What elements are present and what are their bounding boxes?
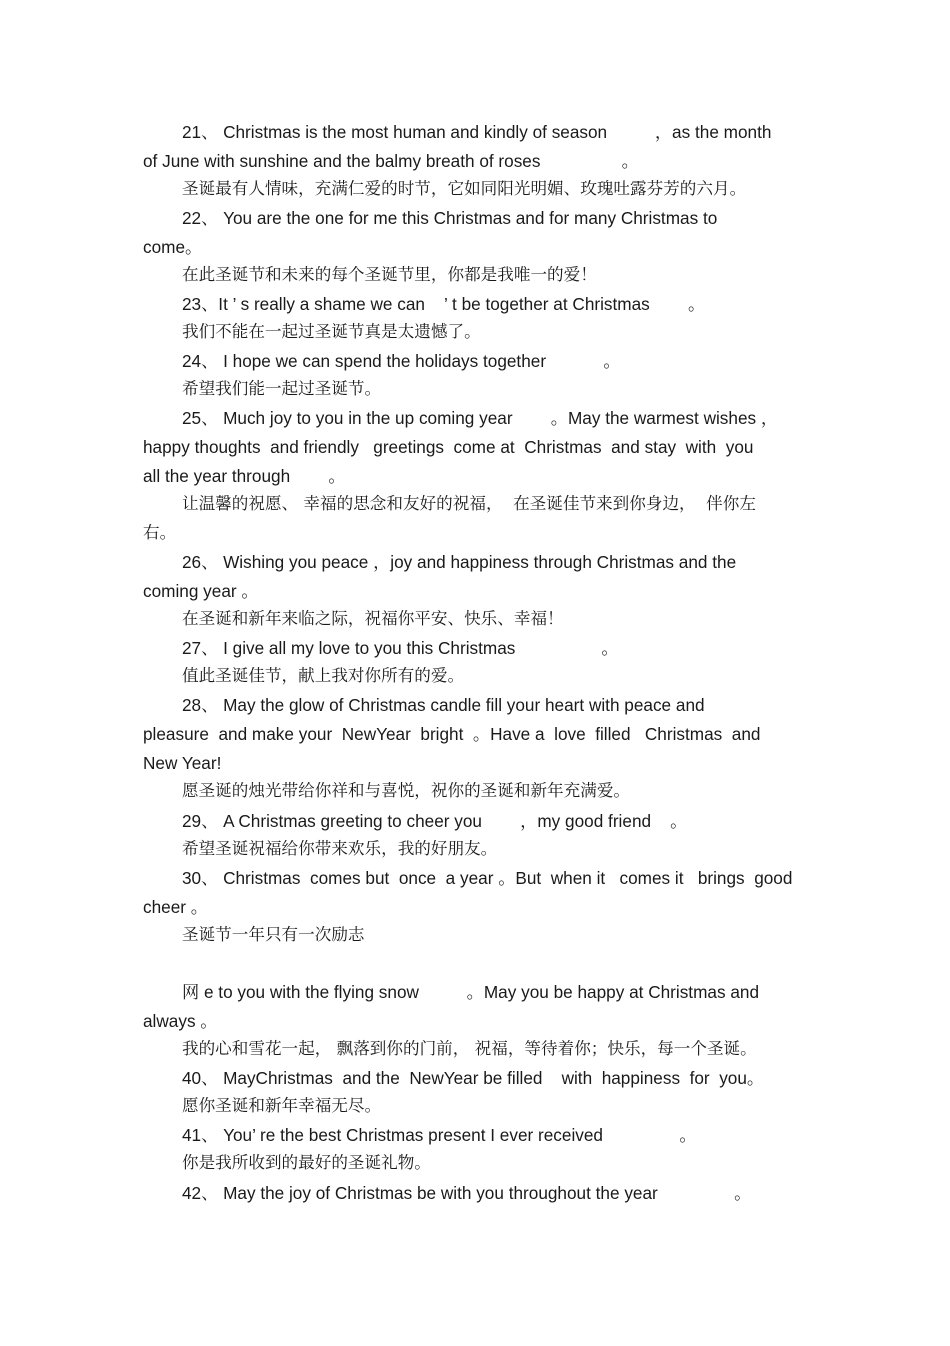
snow-wish-english-line-1: 网 e to you with the flying snow 。May you be happy at Christmas and [182, 982, 760, 1002]
entry-23-english: 23、It ’ s really a shame we can ’ t be together at Christmas 。 [182, 294, 706, 314]
entry-26-english-line-2: coming year 。 [143, 581, 259, 601]
entry-22-english-line-1: 22、 You are the one for me this Christmas and for many Christmas to [182, 208, 718, 228]
entry-26-chinese: 在圣诞和新年来临之际，祝福你平安、快乐、幸福！ [182, 609, 564, 628]
entry-28-chinese: 愿圣诞的烛光带给你祥和与喜悦，祝你的圣诞和新年充满爱。 [182, 781, 631, 800]
entry-28-english-line-3: New Year! [143, 753, 222, 773]
snow-wish-chinese: 我的心和雪花一起， 飘落到你的门前， 祝福，等待着你；快乐，每一个圣诞。 [182, 1039, 757, 1058]
entry-40-chinese: 愿你圣诞和新年幸福无尽。 [182, 1096, 382, 1115]
entry-28-english-line-1: 28、 May the glow of Christmas candle fill your heart with peace and [182, 695, 705, 715]
entry-24-chinese: 希望我们能一起过圣诞节。 [182, 379, 382, 398]
entry-42-english: 42、 May the joy of Christmas be with you throughout the year 。 [182, 1183, 752, 1203]
entry-25-english-line-3: all the year through 。 [143, 466, 346, 486]
entry-25-english-line-2: happy thoughts and friendly greetings come at Christmas and stay with you [143, 437, 754, 457]
entry-28-english-line-2: pleasure and make your NewYear bright 。Have a love filled Christmas and [143, 724, 761, 744]
entry-23-chinese: 我们不能在一起过圣诞节真是太遗憾了。 [182, 322, 481, 341]
entry-26-english-line-1: 26、 Wishing you peace ，joy and happiness through Christmas and the [182, 552, 737, 572]
entry-25-english-line-1: 25、 Much joy to you in the up coming year 。May the warmest wishes ， [182, 408, 779, 428]
entry-24-english: 24、 I hope we can spend the holidays together 。 [182, 351, 621, 371]
entry-30-english-line-2: cheer 。 [143, 897, 208, 917]
entry-30-english-line-1: 30、 Christmas comes but once a year 。But when it comes it brings good [182, 868, 793, 888]
entry-29-english: 29、 A Christmas greeting to cheer you ，my good friend 。 [182, 811, 688, 831]
entry-27-english: 27、 I give all my love to you this Christmas 。 [182, 638, 619, 658]
entry-29-chinese: 希望圣诞祝福给你带来欢乐，我的好朋友。 [182, 839, 498, 858]
entry-27-chinese: 值此圣诞佳节，献上我对你所有的爱。 [182, 666, 465, 685]
entry-22-english-line-2: come。 [143, 237, 203, 257]
snow-wish-english-line-2: always 。 [143, 1011, 218, 1031]
entry-41-chinese: 你是我所收到的最好的圣诞礼物。 [182, 1153, 431, 1172]
entry-21-english-line-1: 21、 Christmas is the most human and kindly of season ，as the month [182, 122, 772, 142]
entry-30-chinese: 圣诞节一年只有一次励志 [182, 925, 365, 944]
entry-21-chinese: 圣诞最有人情味，充满仁爱的时节，它如同阳光明媚、玫瑰吐露芬芳的六月。 [182, 179, 747, 198]
entry-25-chinese-line-1: 让温馨的祝愿、 幸福的思念和友好的祝福， 在圣诞佳节来到你身边， 伴你左 [182, 494, 756, 513]
entry-40-english: 40、 MayChristmas and the NewYear be filled with happiness for you。 [182, 1068, 765, 1088]
entry-22-chinese: 在此圣诞节和未来的每个圣诞节里，你都是我唯一的爱！ [182, 265, 597, 284]
entry-21-english-line-2: of June with sunshine and the balmy breath of roses 。 [143, 151, 639, 171]
entry-41-english: 41、 You’ re the best Christmas present I ever received 。 [182, 1125, 697, 1145]
entry-25-chinese-line-2: 右。 [143, 523, 177, 542]
